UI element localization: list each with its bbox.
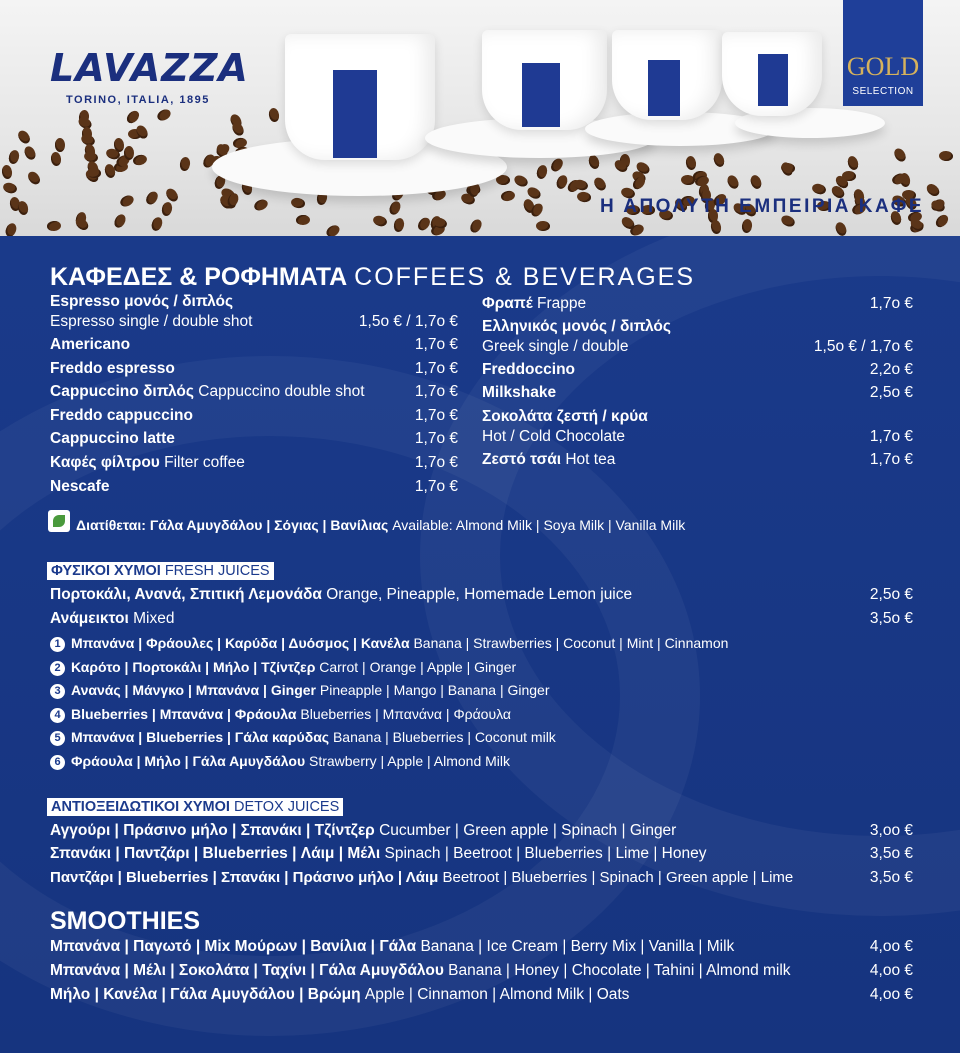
gold-selection-badge — [843, 0, 923, 106]
coffee-bean — [387, 200, 402, 217]
menu-item-freddo-cappuccino: Freddo cappuccino — [50, 407, 193, 424]
coffee-bean — [535, 164, 548, 180]
coffee-bean — [2, 181, 18, 195]
coffee-cup — [722, 32, 822, 116]
coffee-bean — [290, 197, 306, 209]
price-greek: 1,5o € / 1,7o € — [813, 338, 913, 355]
price-nescafe: 1,7o € — [414, 478, 458, 495]
price-detox-1: 3,oo € — [869, 822, 913, 839]
menu-item-espresso: Espresso μονός / διπλός — [50, 293, 234, 310]
number-badge: 6 — [50, 755, 65, 770]
price-filter-coffee: 1,7o € — [414, 454, 458, 471]
price-smoothie-2: 4,oo € — [869, 962, 913, 979]
price-cappuccino-double: 1,7o € — [414, 383, 458, 400]
number-badge: 5 — [50, 731, 65, 746]
coffee-bean — [160, 201, 173, 217]
menu-item-greek-sub: Greek single / double — [482, 338, 629, 355]
item-name-en: Orange, Pineapple, Homemade Lemon juice — [326, 586, 633, 603]
coffee-bean — [156, 108, 173, 124]
cup-label — [758, 54, 788, 106]
item-name-en: Hot tea — [565, 451, 616, 468]
item-name-gr: Ανάμεικτοι — [50, 610, 129, 627]
coffee-bean — [22, 145, 37, 162]
milk-note-en: Available: Almond Milk | Soya Milk | Vanilla Milk — [392, 517, 686, 533]
milk-note-gr: Διατίθεται: Γάλα Αμυγδάλου | Σόγιας | Βανίλιας — [76, 517, 389, 533]
item-name-en: Frappe — [537, 295, 587, 312]
price-chocolate: 1,7o € — [869, 428, 913, 445]
coffee-bean — [144, 190, 160, 207]
coffees-heading — [50, 262, 695, 292]
price-freddo-cappuccino: 1,7o € — [414, 407, 458, 424]
detox-title-gr: ΑΝΤΙΟΞΕΙΔΩΤΙΚΟΙ ΧΥΜΟΙ — [51, 799, 230, 815]
cup-label — [522, 63, 560, 127]
item-name-en: Banana | Honey | Chocolate | Tahini | Almond milk — [448, 962, 791, 979]
number-badge: 1 — [50, 637, 65, 652]
smoothie-item-1 — [50, 937, 734, 957]
price-freddo-espresso: 1,7o € — [414, 360, 458, 377]
coffees-title-gr: ΚΑΦΕΔΕΣ & ΡΟΦΗΜΑΤΑ — [50, 263, 348, 291]
price-frappe: 1,7o € — [869, 295, 913, 312]
menu-item-freddo-espresso: Freddo espresso — [50, 360, 175, 377]
item-name-en: Mixed — [133, 610, 175, 627]
coffee-cup — [482, 30, 607, 130]
menu-item-espresso-sub: Espresso single / double shot — [50, 313, 253, 330]
item-name-gr: Μήλο | Κανέλα | Γάλα Αμυγδάλου | Βρώμη — [50, 986, 361, 1003]
menu-panel — [0, 236, 960, 1053]
coffee-bean — [1, 165, 13, 180]
item-name-en: Spinach | Beetroot | Blueberries | Lime | Honey — [384, 845, 707, 862]
coffee-bean — [371, 214, 387, 228]
juice-item-single — [50, 585, 632, 605]
coffee-bean — [513, 173, 530, 188]
brand-name: LAVAZZA — [50, 46, 249, 90]
price-smoothie-1: 4,oo € — [869, 938, 913, 955]
price-detox-2: 3,5o € — [869, 845, 913, 862]
item-name-gr: Ανανάς | Μάνγκο | Μπανάνα | Ginger — [71, 682, 316, 698]
item-name-gr: Ζεστό τσάι — [482, 451, 562, 468]
juice-item-mixed — [50, 609, 175, 629]
coffee-bean — [712, 152, 726, 168]
price-smoothie-3: 4,oo € — [869, 986, 913, 1003]
item-name-gr: Μπανάνα | Παγωτό | Mix Μούρων | Βανίλια | Γάλα — [50, 938, 417, 955]
item-name-gr: Σπανάκι | Παντζάρι | Blueberries | Λάιμ | Μέλι — [50, 845, 381, 862]
coffee-bean — [591, 175, 607, 192]
coffee-bean — [26, 170, 43, 187]
coffee-bean — [741, 219, 753, 234]
item-name-en: Banana | Blueberries | Coconut milk — [332, 729, 556, 745]
menu-item-frappe — [482, 294, 586, 314]
coffee-bean — [726, 174, 741, 191]
detox-item-2 — [50, 844, 706, 864]
item-name-gr: Cappuccino διπλός — [50, 383, 194, 400]
item-name-en: Cucumber | Green apple | Spinach | Ginger — [379, 822, 677, 839]
coffee-bean — [268, 107, 280, 122]
cup-label — [648, 60, 680, 116]
tagline: Η ΑΠΟΛΥΤΗ ΕΜΠΕΙΡΙΑ ΚΑΦΕ — [599, 196, 924, 217]
coffee-cup — [285, 34, 435, 160]
coffee-bean — [685, 155, 697, 170]
item-name-gr: Φράουλα | Μήλο | Γάλα Αμυγδάλου — [71, 753, 306, 769]
coffee-bean — [892, 147, 908, 164]
coffee-bean — [230, 121, 246, 138]
coffee-bean — [118, 193, 135, 208]
item-name-gr: Αγγούρι | Πράσινο μήλο | Σπανάκι | Τζίντζερ — [50, 822, 375, 839]
item-name-gr: Παντζάρι | Blueberries | Σπανάκι | Πράσινο μήλο | Λάιμ — [50, 869, 439, 886]
price-americano: 1,7o € — [414, 336, 458, 353]
smoothie-item-2 — [50, 961, 791, 981]
coffee-bean — [296, 214, 311, 225]
coffee-bean — [253, 198, 270, 213]
menu-item-filter-coffee — [50, 453, 245, 473]
item-name-en: Strawberry | Apple | Almond Milk — [308, 753, 511, 769]
price-espresso: 1,5o € / 1,7o € — [358, 313, 458, 330]
coffee-bean — [468, 217, 484, 234]
item-name-gr: Καφές φίλτρου — [50, 454, 160, 471]
item-name-gr: Μπανάνα | Φράουλες | Καρύδα | Δυόσμος | Κανέλα — [71, 635, 410, 651]
price-juice-mixed: 3,5o € — [869, 610, 913, 627]
number-badge: 4 — [50, 708, 65, 723]
coffee-bean — [164, 186, 180, 203]
number-badge: 2 — [50, 661, 65, 676]
menu-item-nescafe: Nescafe — [50, 478, 110, 495]
coffee-bean — [16, 200, 29, 216]
item-name-en: Apple | Cinnamon | Almond Milk | Oats — [364, 986, 630, 1003]
menu-item-cappuccino-double — [50, 382, 365, 402]
coffee-bean — [50, 151, 61, 166]
cup-label — [333, 70, 377, 158]
mixed-juice-4 — [50, 704, 511, 724]
gold-subtitle: SELECTION — [852, 86, 914, 97]
item-name-gr: Μπανάνα | Μέλι | Σοκολάτα | Ταχίνι | Γάλα Αμυγδάλου — [50, 962, 444, 979]
item-name-en: Blueberries | Μπανάνα | Φράουλα — [300, 706, 511, 722]
smoothie-item-3 — [50, 985, 629, 1005]
price-freddoccino: 2,2o € — [869, 361, 913, 378]
item-name-en: Filter coffee — [164, 454, 245, 471]
smoothies-heading: SMOOTHIES — [50, 907, 201, 935]
leaf-icon — [48, 510, 70, 532]
coffee-bean — [549, 157, 565, 174]
mixed-juice-3 — [50, 680, 550, 700]
menu-item-milkshake: Milkshake — [482, 384, 557, 401]
coffee-bean — [16, 128, 32, 145]
coffee-bean — [536, 221, 551, 232]
coffee-bean — [324, 223, 341, 236]
mixed-juice-1 — [50, 633, 728, 653]
price-juice-single: 2,5o € — [869, 586, 913, 603]
coffee-bean — [150, 215, 164, 232]
coffee-bean — [3, 222, 18, 236]
coffee-bean — [833, 221, 847, 236]
coffee-bean — [112, 213, 128, 230]
detox-title-en: DETOX JUICES — [233, 799, 340, 815]
juices-title-gr: ΦΥΣΙΚΟΙ ΧΥΜΟΙ — [51, 563, 161, 579]
coffee-bean — [124, 108, 141, 125]
coffee-bean — [710, 219, 722, 234]
juices-title-en: FRESH JUICES — [164, 563, 270, 579]
menu-item-americano: Americano — [50, 336, 131, 353]
mixed-juice-2 — [50, 657, 516, 677]
number-badge: 3 — [50, 684, 65, 699]
coffee-cup — [612, 30, 722, 120]
coffee-bean — [55, 138, 65, 152]
detox-juices-heading — [47, 798, 343, 816]
price-detox-3: 3,5o € — [869, 869, 913, 886]
coffee-bean — [749, 173, 763, 190]
coffee-bean — [113, 137, 124, 152]
coffee-bean — [500, 190, 516, 202]
coffee-bean — [179, 157, 191, 172]
hero-banner — [0, 0, 960, 236]
milk-availability-note — [76, 515, 685, 535]
coffee-bean — [938, 151, 953, 162]
item-name-en: Beetroot | Blueberries | Spinach | Green apple | Lime — [442, 869, 794, 886]
mixed-juice-5 — [50, 727, 556, 747]
item-name-gr: Πορτοκάλι, Ανανά, Σπιτική Λεμονάδα — [50, 586, 322, 603]
item-name-gr: Καρότο | Πορτοκάλι | Μήλο | Τζίντζερ — [71, 659, 316, 675]
brand-logo — [50, 46, 249, 106]
fresh-juices-heading — [47, 562, 274, 580]
item-name-en: Banana | Ice Cream | Berry Mix | Vanilla | Milk — [420, 938, 735, 955]
coffee-bean — [577, 191, 592, 203]
menu-item-chocolate-sub: Hot / Cold Chocolate — [482, 428, 626, 445]
detox-item-3 — [50, 868, 793, 888]
detox-item-1 — [50, 821, 676, 841]
coffee-bean — [393, 217, 406, 233]
coffee-bean — [846, 155, 860, 171]
coffee-bean — [934, 213, 951, 230]
coffee-bean — [811, 183, 827, 196]
price-hot-tea: 1,7o € — [869, 451, 913, 468]
coffee-bean — [47, 220, 62, 231]
mixed-juice-6 — [50, 751, 510, 771]
item-name-en: Pineapple | Mango | Banana | Ginger — [319, 682, 550, 698]
coffee-bean — [73, 216, 90, 233]
gold-word: GOLD — [846, 52, 920, 81]
menu-item-cappuccino-latte: Cappuccino latte — [50, 430, 175, 447]
item-name-en: Banana | Strawberries | Coconut | Mint | Cinnamon — [413, 635, 729, 651]
item-name-gr: Blueberries | Μπανάνα | Φράουλα — [71, 706, 297, 722]
price-cappuccino-latte: 1,7o € — [414, 430, 458, 447]
brand-subtitle: TORINO, ITALIA, 1895 — [66, 94, 210, 106]
coffee-bean — [132, 153, 148, 166]
coffee-bean — [7, 149, 20, 165]
menu-item-greek: Ελληνικός μονός / διπλός — [482, 318, 671, 335]
menu-item-hot-tea — [482, 450, 615, 470]
item-name-en: Cappuccino double shot — [198, 383, 365, 400]
coffees-title-en: COFFEES & BEVERAGES — [354, 263, 696, 291]
menu-item-freddoccino: Freddoccino — [482, 361, 576, 378]
item-name-en: Carrot | Orange | Apple | Ginger — [319, 659, 517, 675]
item-name-gr: Μπανάνα | Blueberries | Γάλα καρύδας — [71, 729, 330, 745]
price-milkshake: 2,5o € — [869, 384, 913, 401]
menu-item-chocolate: Σοκολάτα ζεστή / κρύα — [482, 408, 648, 425]
item-name-gr: Φραπέ — [482, 295, 533, 312]
coffee-bean — [925, 181, 942, 198]
